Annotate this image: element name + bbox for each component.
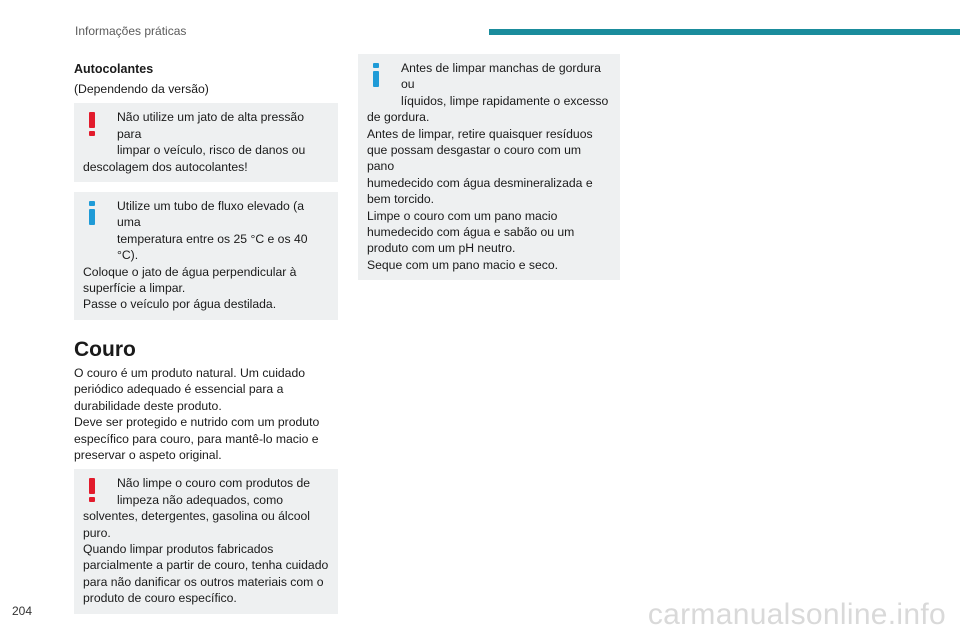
info-line: Antes de limpar manchas de gordura ou — [401, 61, 601, 92]
body-line: preservar o aspeto original. — [74, 447, 222, 462]
info-line: superfície a limpar. — [83, 281, 186, 296]
warning-line: descolagem dos autocolantes! — [83, 159, 248, 174]
info-line: Utilize um tubo de fluxo elevado (a uma — [117, 199, 304, 230]
page-number: 204 — [12, 604, 33, 618]
warning-icon — [89, 478, 95, 502]
body-line: periódico adequado é essencial para a — [74, 382, 284, 397]
warning-box-couro — [74, 469, 338, 613]
warning-line: limpeza não adequados, como — [117, 492, 283, 507]
watermark-text: carmanualsonline.info — [647, 598, 946, 631]
body-line: durabilidade deste produto. — [74, 398, 222, 413]
subheading-autocolantes: Autocolantes — [74, 62, 154, 76]
left-column — [74, 54, 338, 624]
info-line: que possam desgastar o couro com um pano — [367, 143, 582, 174]
info-line: Antes de limpar, retire quaisquer resíduos — [367, 126, 593, 141]
info-icon — [89, 201, 95, 225]
body-line: O couro é um produto natural. Um cuidado — [74, 365, 306, 380]
warning-line: Não limpe o couro com produtos de — [117, 476, 311, 491]
warning-line: parcialmente a partir de couro, tenha cuidado — [83, 558, 329, 573]
info-line: temperatura entre os 25 °C e os 40 °C). — [117, 231, 308, 263]
info-line: líquidos, limpe rapidamente o excesso — [401, 93, 609, 108]
couro-body-text — [74, 365, 338, 463]
warning-line: Quando limpar produtos fabricados — [83, 541, 274, 556]
info-line: bem torcido. — [367, 192, 435, 207]
info-line: produto com um pH neutro. — [367, 241, 516, 256]
header-accent-bar — [489, 29, 960, 35]
info-line: Coloque o jato de água perpendicular à — [83, 264, 297, 279]
section-title-couro: Couro — [74, 337, 136, 361]
info-line: Seque com um pano macio e seco. — [367, 257, 559, 272]
version-note: (Dependendo da versão) — [74, 82, 209, 96]
warning-icon — [89, 112, 95, 136]
info-line: humedecido com água e sabão ou um — [367, 225, 575, 240]
warning-line: produto de couro específico. — [83, 591, 237, 606]
warning-line: para não danificar os outros materiais com o — [83, 574, 324, 589]
page-header-title: Informações práticas — [75, 24, 187, 38]
right-column — [358, 54, 620, 290]
warning-line: solventes, detergentes, gasolina ou álcool — [83, 509, 310, 524]
body-line: Deve ser protegido e nutrido com um produto — [74, 415, 320, 430]
warning-box-autocolantes — [74, 103, 338, 182]
warning-line: limpar o veículo, risco de danos ou — [117, 143, 306, 158]
info-icon — [373, 63, 379, 87]
warning-line: puro. — [83, 525, 111, 540]
info-line: Passe o veículo por água destilada. — [83, 297, 277, 312]
info-line: Limpe o couro com um pano macio — [367, 208, 558, 223]
body-line: específico para couro, para mantê-lo macio e — [74, 431, 319, 446]
info-box-leather-cleaning — [358, 54, 620, 280]
info-line: humedecido com água desmineralizada e — [367, 175, 593, 190]
warning-line: Não utilize um jato de alta pressão para — [117, 110, 304, 141]
info-box-washing — [74, 192, 338, 320]
info-line: de gordura. — [367, 110, 430, 125]
